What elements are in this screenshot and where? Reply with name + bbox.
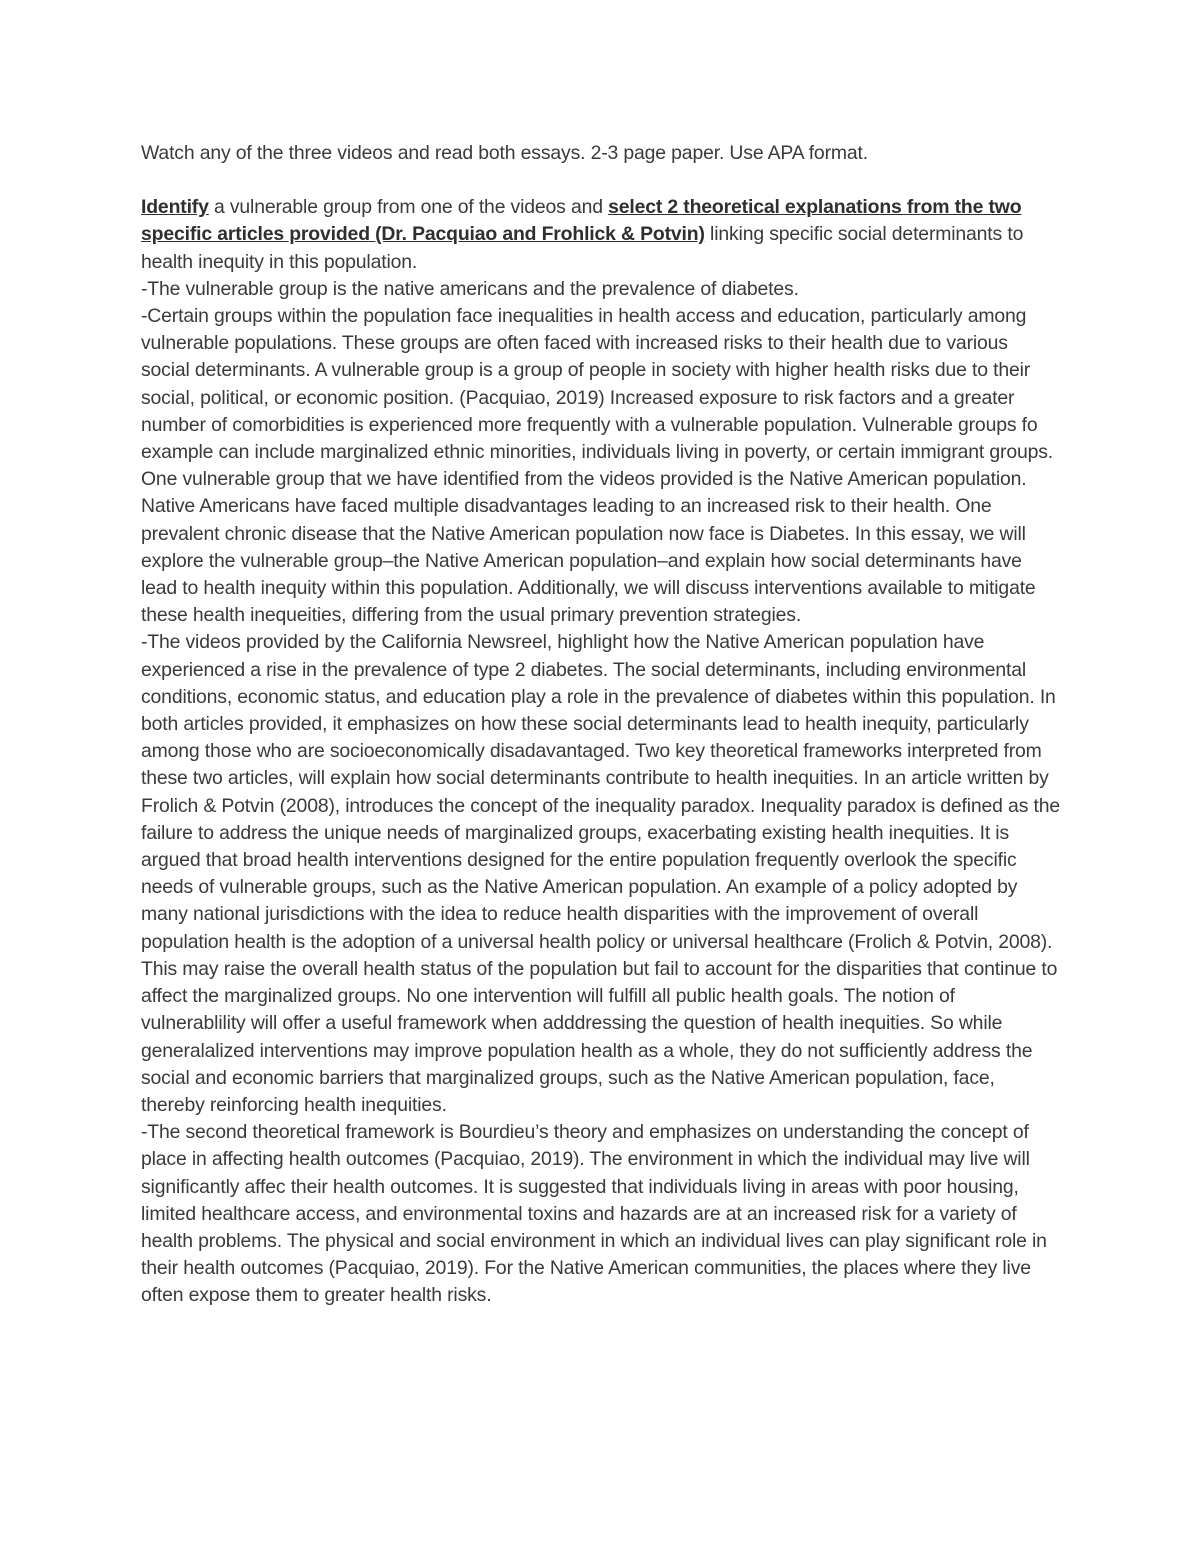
prompt-mid: a vulnerable group from one of the videos and — [208, 196, 609, 219]
paragraph-first-framework: -The videos provided by the California Newsreel, highlight how the Native American population have experienced a rise in the prevalence of type 2 diabetes. The social determinants, including environmental conditions, economic status, and education play a role in the prevalence of diabetes within this population. In both articles provided, it emphasizes on how these social determinants lead to health inequity, particularly among those who are socioeconomically disadavantaged. Two key theoretical frameworks interpreted from these two articles, will explain how social determinants contribute to health inequities. In an article written by Frolich & Potvin (2008), introduces the concept of the inequality paradox. Inequality paradox is defined as the failure to address the unique needs of marginalized groups, exacerbating existing health inequities. It is argued that broad health interventions designed for the entire population frequently overlook the specific needs of vulnerable groups, such as the Native American population. An example of a policy adopted by many national jurisdictions with the idea to reduce health disparities with the improvement of overall population health is the adoption of a universal health policy or universal healthcare (Frolich & Potvin, 2008). This may raise the overall health status of the population but fail to account for the disparities that continue to affect the marginalized groups. No one intervention will fulfill all public health goals. The notion of vulnerablility will offer a useful framework when adddressing the question of health inequities. So while generalalized interventions may improve population health as a whole, they do not sufficiently address the social and economic barriers that marginalized groups, such as the Native American population, face, thereby reinforcing health inequities. — [141, 631, 1060, 1116]
assignment-prompt — [141, 194, 1061, 276]
prompt-identify: Identify — [141, 196, 209, 219]
paragraph-introduction: -Certain groups within the population face inequalities in health access and education, particularly among vulnerable populations. These groups are often faced with increased risks to their health due to various social determinants. A vulnerable group is a group of people in society with higher health risks due to their social, political, or economic position. (Pacquiao, 2019) Increased exposure to risk factors and a greater number of comorbidities is experienced more frequently with a vulnerable population. Vulnerable groups fo example can include marginalized ethnic minorities, individuals living in poverty, or certain immigrant groups. One vulnerable group that we have identified from the videos provided is the Native American population. Native Americans have faced multiple disadvantages leading to an increased risk to their health. One prevalent chronic disease that the Native American population now face is Diabetes. In this essay, we will explore the vulnerable group–the Native American population–and explain how social determinants have lead to health inequity within this population. Additionally, we will discuss interventions available to mitigate these health inequeities, differing from the usual primary prevention strategies. — [141, 305, 1054, 627]
assignment-instructions: Watch any of the three videos and read both essays. 2-3 page paper. Use APA format. — [141, 142, 868, 164]
paragraph-vulnerable-group: -The vulnerable group is the native americans and the prevalence of diabetes. — [141, 277, 799, 300]
prompt-end: linking specific social determinants to health inequity in this population. — [141, 223, 1024, 273]
paragraph-second-framework: -The second theoretical framework is Bourdieu’s theory and emphasizes on understanding the concept of place in affecting health outcomes (Pacquiao, 2019). The environment in which the individual may live will significantly affec their health outcomes. It is suggested that individuals living in areas with poor housing, limited healthcare access, and environmental toxins and hazards are at an increased risk for a variety of health problems. The physical and social environment in which an individual lives can play significant role in their health outcomes (Pacquiao, 2019). For the Native American communities, the places where they live often expose them to greater health risks. — [141, 1121, 1047, 1307]
document-body — [141, 140, 1061, 1310]
prompt-select: select 2 theoretical explanations from the two specific articles provided (Dr. Pacquiao and Frohlick & Potvin) — [141, 196, 1022, 246]
